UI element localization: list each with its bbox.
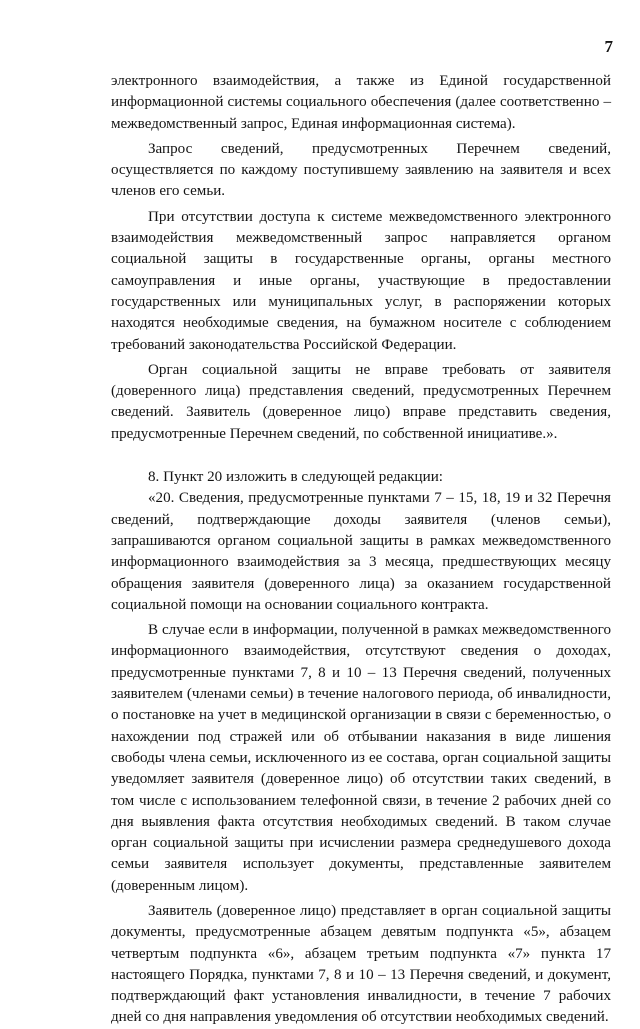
paragraph: При отсутствии доступа к системе межведомственного электронного взаимодействия межведомственный запрос направляется органом социальной защиты в государственные органы, органы местного самоуправления и иные органы, участвующие в предоставлении государственных или муниципальных услуг, в распоряжении которых находятся необходимые сведения, на бумажном носителе с соблюдением требований законодательства Российской Федерации. — [111, 208, 611, 353]
page-number: 7 — [604, 37, 613, 56]
paragraph: Орган социальной защиты не вправе требовать от заявителя (доверенного лица) представления сведений, предусмотренных Перечнем сведений. Заявитель (доверенное лицо) вправе представить сведения, предусмотренные Перечнем сведений, по собственной инициативе.». — [111, 361, 611, 442]
amendment-heading: 8. Пункт 20 изложить в следующей редакции: — [148, 469, 443, 486]
paragraph: электронного взаимодействия, а также из Единой государственной информационной системы социального обеспечения (далее соответственно – межведомственный запрос, Единая информационная система). — [111, 73, 611, 132]
paragraph: Заявитель (доверенное лицо) представляет в орган социальной защиты документы, предусмотренные абзацем девятым подпункта «5», абзацем четвертым подпункта «6», абзацем третьим подпункта «7» пункта 17 настоящего Порядка, пунктами 7, 8 и 10 – 13 Перечня сведений, и документ, подтверждающий факт установления инвалидности, в течение 7 рабочих дней со дня направления уведомления об отсутствии необходимых сведений. — [111, 902, 611, 1026]
paragraph: Запрос сведений, предусмотренных Перечнем сведений, осуществляется по каждому поступившему заявлению на заявителя и всех членов его семьи. — [111, 140, 611, 200]
paragraph: В случае если в информации, полученной в рамках межведомственного информационного взаимодействия, отсутствуют сведения о доходах, предусмотренные пунктами 7, 8 и 10 – 13 Перечня сведений, полученных заявителем (членами семьи) в течение налогового периода, об инвалидности, о постановке на учет в медицинской организации в связи с беременностью, о нахождении под стражей или об отбывании наказания в виде лишения свободы члена семьи, исключенного из ее состава, орган социальной защиты уведомляет заявителя (доверенное лицо) об отсутствии таких сведений, в том числе с использованием телефонной связи, в течение 2 рабочих дней со дня выявления факта отсутствия необходимых сведений. В таком случае орган социальной защиты при исчислении размера среднедушевого дохода семьи заявителя использует документы, представленные заявителем (доверенным лицом). — [111, 622, 611, 894]
document-body — [111, 71, 611, 1029]
paragraph: «20. Сведения, предусмотренные пунктами 7 – 15, 18, 19 и 32 Перечня сведений, подтверждающие доходы заявителя (членов семьи), запрашиваются органом социальной защиты в рамках межведомственного информационного взаимодействия за 3 месяца, предшествующих месяцу обращения заявителя (доверенного лица) за оказанием государственной социальной помощи на основании социального контракта. — [111, 490, 611, 613]
